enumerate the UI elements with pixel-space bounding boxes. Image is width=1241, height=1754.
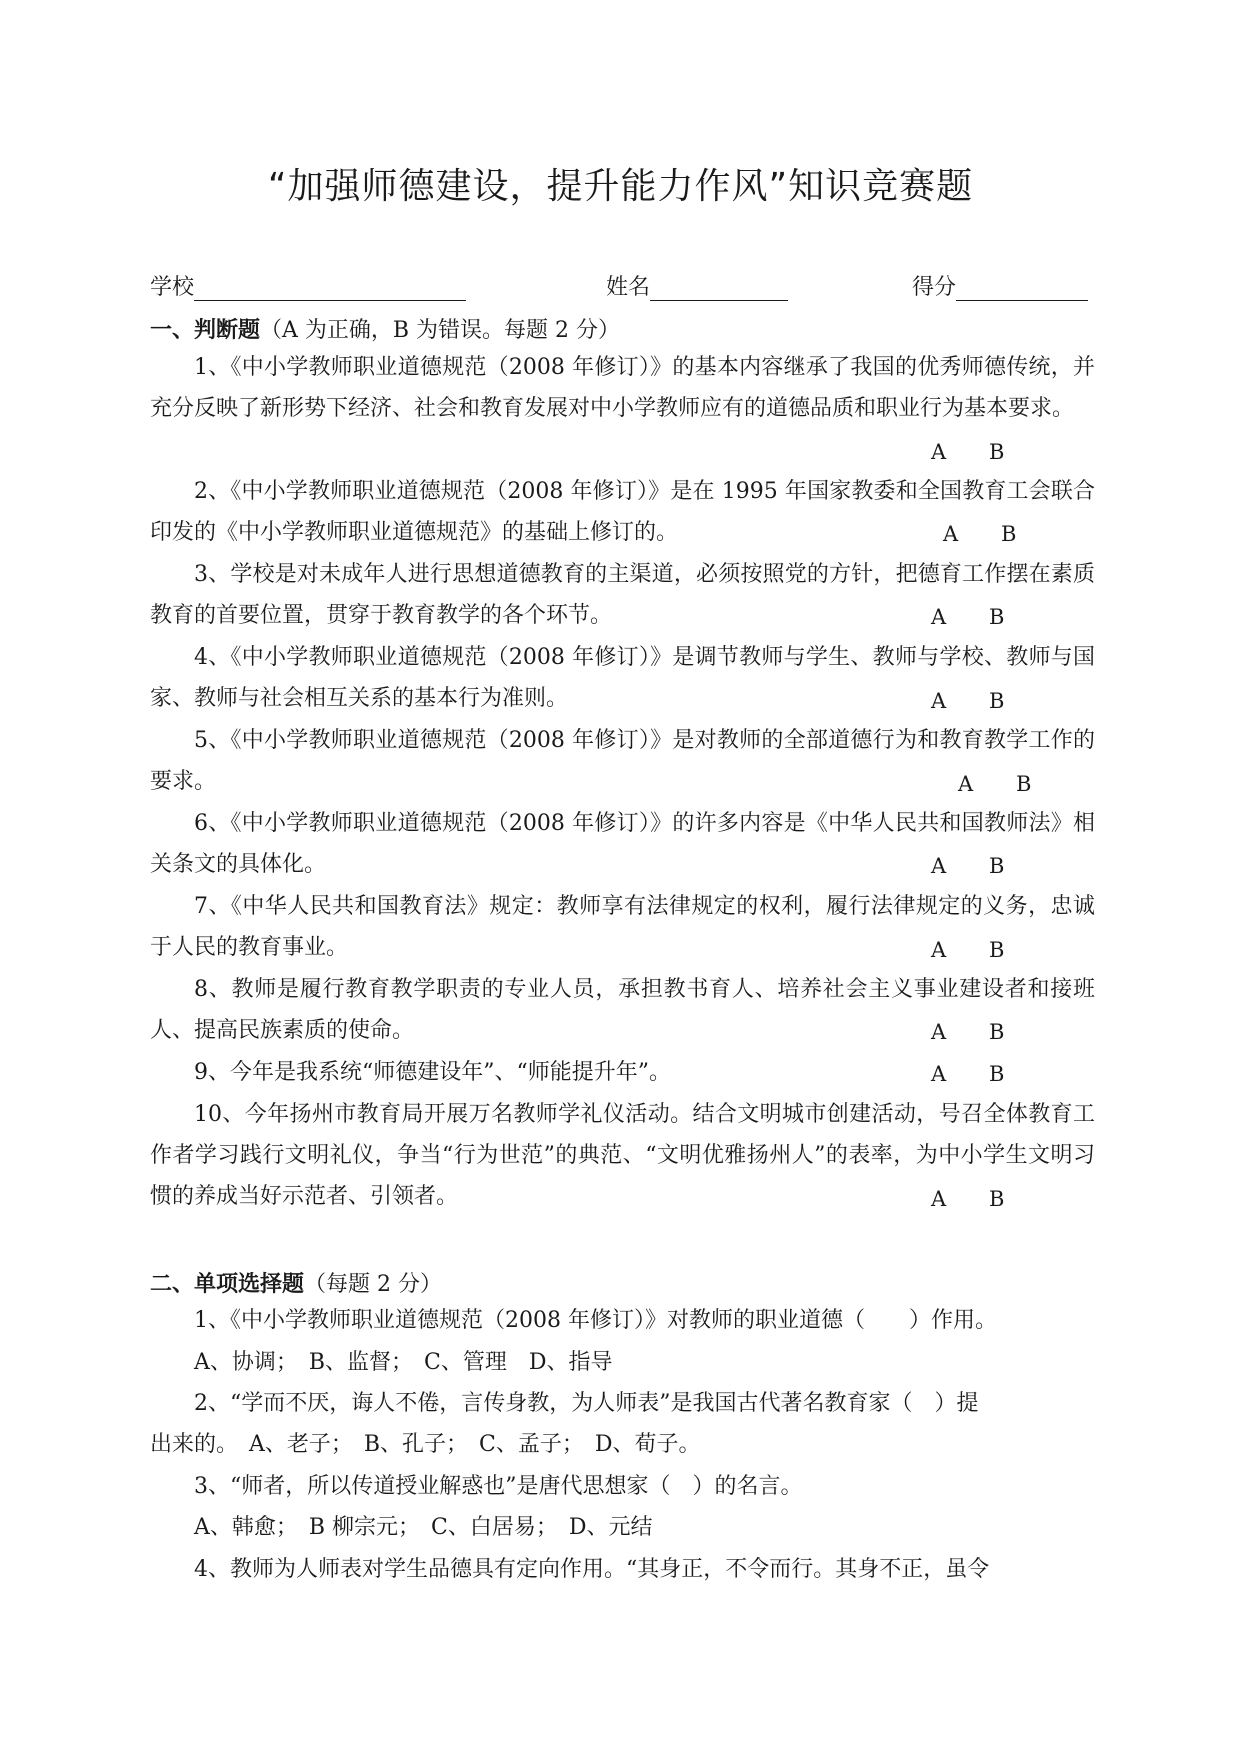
school-field — [150, 270, 466, 301]
answer-options: A B — [931, 1187, 1005, 1211]
choice-question-4: 4、教师为人师表对学生品德具有定向作用。“其身正，不令而行。其身不正，虽令 — [194, 1557, 990, 1582]
judgment-question-6: 6、《中小学教师职业道德规范（2008 年修订）》的许多内容是《中华人民共和国教师法》相关条文的具体化。 — [150, 811, 1095, 877]
section-2-heading: 二、单项选择题（每题 2 分） — [150, 1272, 442, 1297]
name-label: 姓名 — [606, 275, 651, 300]
choice-question-2-cont: 出来的。 A、老子； B、孔子； C、孟子； D、荀子。 — [150, 1432, 701, 1457]
choice-question-1: 1、《中小学教师职业道德规范（2008 年修订）》对教师的职业道德（ ）作用。 — [194, 1308, 997, 1333]
answer-options: A B — [931, 605, 1005, 629]
judgment-question-8: 8、教师是履行教育教学职责的专业人员，承担教书育人、培养社会主义事业建设者和接班人、提高民族素质的使命。 — [150, 977, 1095, 1043]
judgment-question-3: 3、学校是对未成年人进行思想道德教育的主渠道，必须按照党的方针，把德育工作摆在素质教育的首要位置，贯穿于教育教学的各个环节。 — [150, 562, 1095, 628]
school-blank — [194, 276, 466, 301]
school-label: 学校 — [150, 275, 195, 300]
judgment-question-10: 10、今年扬州市教育局开展万名教师学礼仪活动。结合文明城市创建活动，号召全体教育工作者学习践行文明礼仪，争当“行为世范”的典范、“文明优雅扬州人”的表率，为中小学生文明习惯的养成当好示范者、引领者。 — [150, 1102, 1095, 1209]
answer-options: A B — [943, 522, 1017, 546]
page-title: “加强师德建设，提升能力作风”知识竞赛题 — [267, 166, 974, 207]
choice-question-2: 2、“学而不厌，诲人不倦，言传身教，为人师表”是我国古代著名教育家（ ）提 — [194, 1391, 979, 1416]
section-1-heading: 一、判断题（A 为正确，B 为错误。每题 2 分） — [150, 318, 621, 343]
answer-options: A B — [958, 772, 1032, 796]
judgment-question-4: 4、《中小学教师职业道德规范（2008 年修订）》是调节教师与学生、教师与学校、教师与国家、教师与社会相互关系的基本行为准则。 — [150, 645, 1095, 711]
judgment-question-1: 1、《中小学教师职业道德规范（2008 年修订）》的基本内容继承了我国的优秀师德传统，并充分反映了新形势下经济、社会和教育发展对中小学教师应有的道德品质和职业行为基本要求。 — [150, 355, 1095, 421]
choice-question-3: 3、“师者，所以传道授业解惑也”是唐代思想家（ ）的名言。 — [194, 1474, 803, 1499]
score-blank — [956, 276, 1088, 301]
choice-options-1: A、协调； B、监督； C、管理 D、指导 — [194, 1350, 613, 1375]
answer-options: A B — [931, 689, 1005, 713]
judgment-question-7: 7、《中华人民共和国教育法》规定：教师享有法律规定的权利，履行法律规定的义务，忠诚于人民的教育事业。 — [150, 894, 1095, 960]
score-field — [912, 270, 1088, 301]
judgment-question-2: 2、《中小学教师职业道德规范（2008 年修订）》是在 1995 年国家教委和全国教育工会联合印发的《中小学教师职业道德规范》的基础上修订的。 — [150, 479, 1095, 545]
answer-options: A B — [931, 440, 1005, 464]
answer-options: A B — [931, 854, 1005, 878]
answer-options: A B — [931, 1020, 1005, 1044]
answer-options: A B — [931, 1062, 1005, 1086]
name-blank — [650, 276, 788, 301]
judgment-question-5: 5、《中小学教师职业道德规范（2008 年修订）》是对教师的全部道德行为和教育教学工作的要求。 — [150, 728, 1095, 794]
score-label: 得分 — [912, 275, 957, 300]
judgment-question-9: 9、今年是我系统“师德建设年”、“师能提升年”。 — [194, 1060, 671, 1085]
answer-options: A B — [931, 938, 1005, 962]
name-field — [606, 270, 788, 301]
choice-options-3: A、韩愈； B 柳宗元； C、白居易； D、元结 — [194, 1515, 653, 1540]
